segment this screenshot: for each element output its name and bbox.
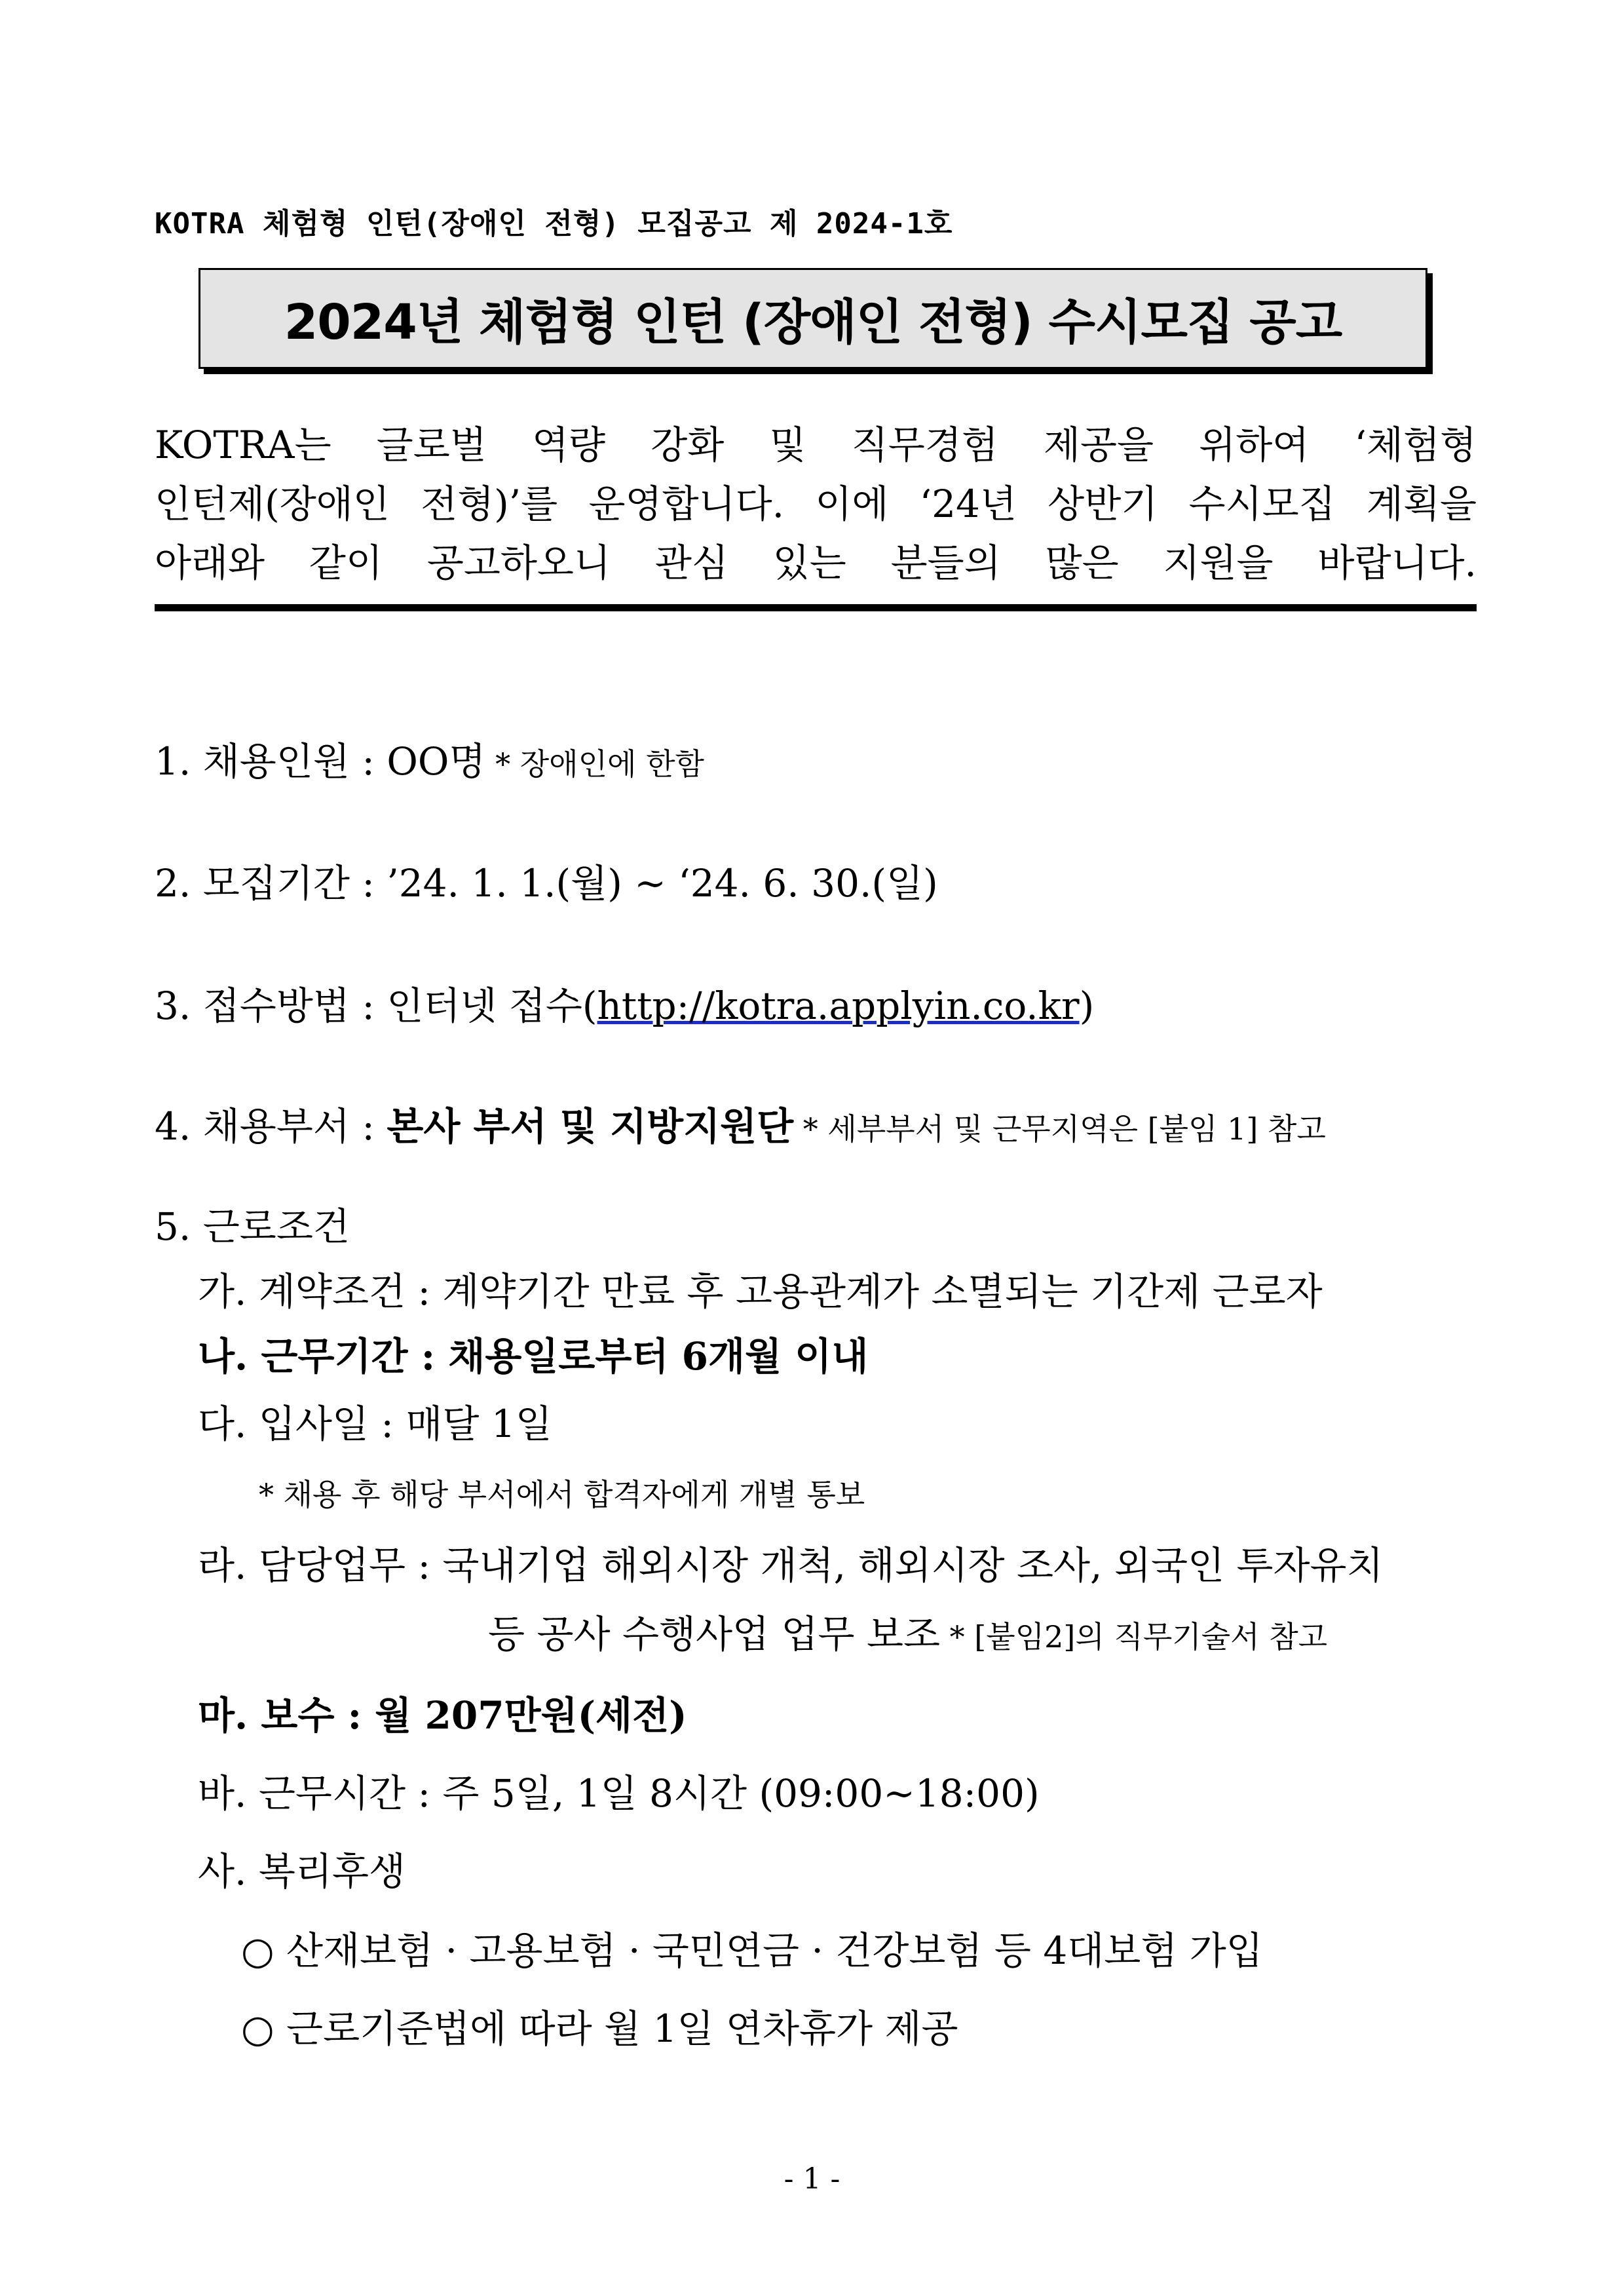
page-number: - 1 -: [784, 2162, 840, 2196]
condition-start-date: 다. 입사일 : 매달 1일: [198, 1402, 552, 1446]
page-title: 2024년 체험형 인턴 (장애인 전형) 수시모집 공고: [284, 294, 1342, 351]
condition-duties-cont: 등 공사 수행사업 업무 보조 * [붙임2]의 직무기술서 참고: [488, 1612, 1328, 1656]
item-department: 4. 채용부서 : 본사 부서 및 지방지원단 * 세부부서 및 근무지역은 [붙임 1] 참고: [155, 1104, 1326, 1149]
item-conditions: 5. 근로조건: [155, 1204, 350, 1249]
title-box: [198, 268, 1427, 369]
condition-welfare: 사. 복리후생: [198, 1849, 406, 1894]
intro-paragraph: [155, 415, 1477, 592]
intro-line: 아래와 같이 공고하오니 관심 있는 분들의 많은 지원을 바랍니다.: [155, 541, 1477, 585]
condition-start-note: * 채용 후 해당 부서에서 합격자에게 개별 통보: [259, 1477, 865, 1512]
condition-contract: 가. 계약조건 : 계약기간 만료 후 고용관계가 소멸되는 기간제 근로자: [198, 1269, 1323, 1314]
condition-hours: 바. 근무시간 : 주 5일, 1일 8시간 (09:00~18:00): [198, 1771, 1040, 1816]
condition-salary: 마. 보수 : 월 207만원(세전): [198, 1693, 687, 1738]
apply-link[interactable]: http://kotra.applyin.co.kr: [597, 984, 1080, 1028]
item-method: 3. 접수방법 : 인터넷 접수(http://kotra.applyin.co.kr): [155, 984, 1095, 1028]
item-headcount: 1. 채용인원 : OO명 * 장애인에 한함: [155, 739, 704, 784]
announcement-number: KOTRA 체험형 인턴(장애인 전형) 모집공고 제 2024-1호: [155, 207, 953, 240]
condition-duties: 라. 담당업무 : 국내기업 해외시장 개척, 해외시장 조사, 외국인 투자유치: [198, 1543, 1384, 1588]
intro-line: 인턴제(장애인 전형)’를 운영합니다. 이에 ‘24년 상반기 수시모집 계획을: [155, 482, 1477, 526]
condition-term: 나. 근무기간 : 채용일로부터 6개월 이내: [198, 1334, 869, 1379]
welfare-item: ○ 산재보험 · 고용보험 · 국민연금 · 건강보험 등 4대보험 가입: [241, 1928, 1263, 1973]
welfare-item: ○ 근로기준법에 따라 월 1일 연차휴가 제공: [241, 2006, 958, 2051]
item-period: 2. 모집기간 : ’24. 1. 1.(월) ~ ‘24. 6. 30.(일): [155, 861, 938, 906]
divider: [155, 604, 1477, 611]
intro-line: KOTRA는 글로벌 역량 강화 및 직무경험 제공을 위하여 ‘체험형: [155, 423, 1477, 467]
